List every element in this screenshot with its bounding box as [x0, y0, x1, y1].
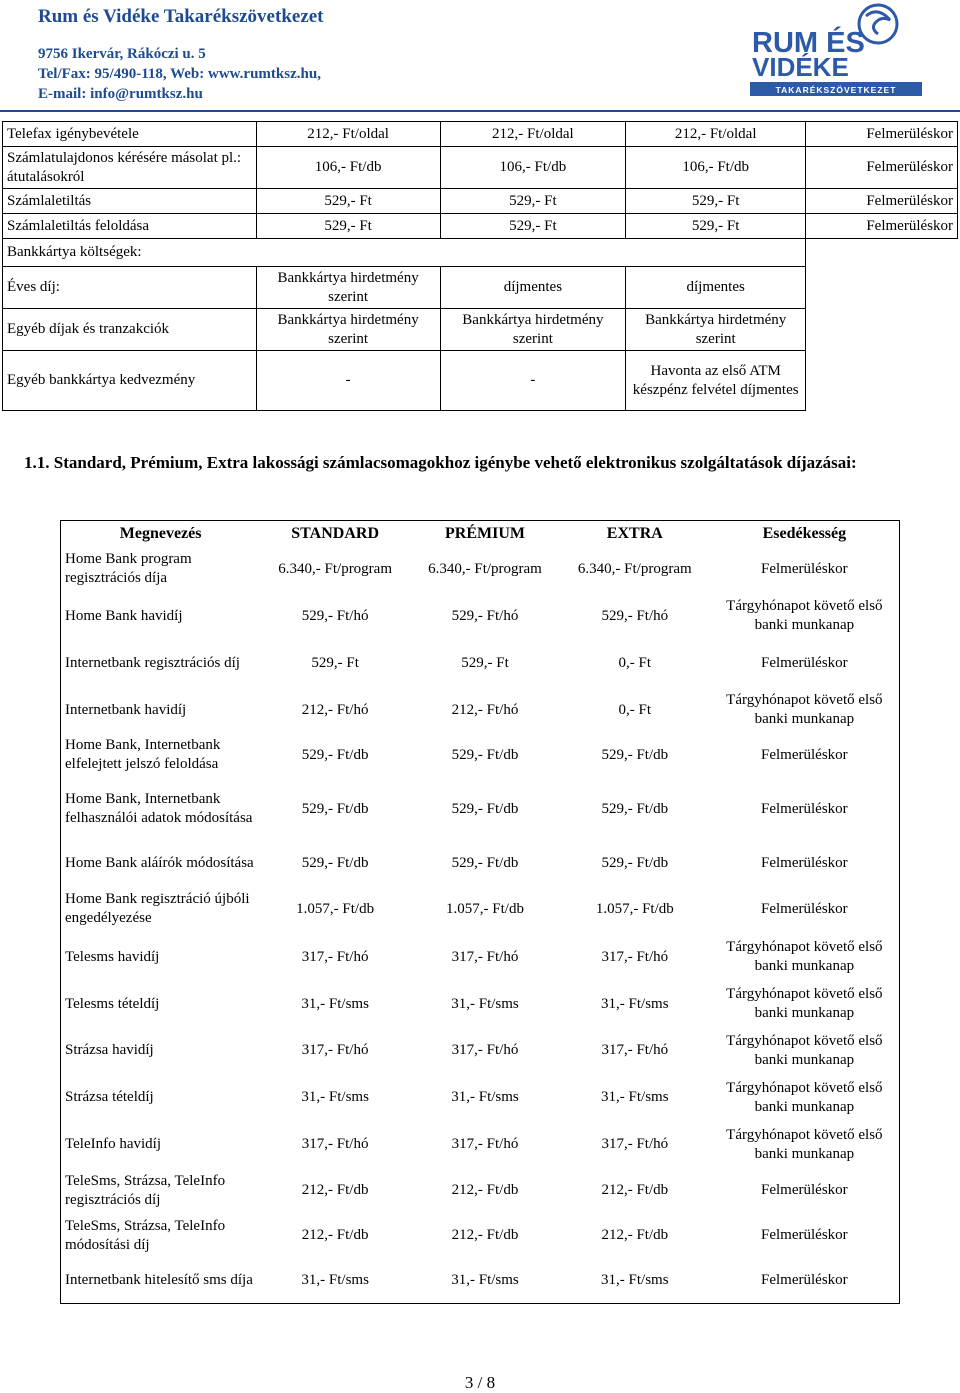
cell-due: Tárgyhónapot követő első banki munkanap: [726, 986, 883, 1021]
logo-line-2: VIDÉKE: [752, 52, 849, 82]
cell-due: Tárgyhónapot követő első banki munkanap: [726, 1126, 883, 1162]
cell-due: Felmerüléskor: [761, 854, 848, 871]
cell-due: Felmerüléskor: [761, 1271, 848, 1288]
cell-due: Tárgyhónapot követő első banki munkanap: [726, 692, 883, 727]
table-row: [61, 733, 900, 777]
table-row: [3, 239, 958, 267]
cell-standard: 1.057,- Ft/db: [296, 900, 375, 917]
cell-premium: 317,- Ft/hó: [451, 1042, 519, 1058]
cell-standard: 529,- Ft/db: [301, 854, 369, 871]
header-divider: [0, 110, 960, 112]
service-name: Internetbank havidíj: [65, 701, 187, 718]
cell-due: Felmerüléskor: [806, 214, 958, 239]
cell-value: 529,- Ft: [256, 189, 440, 214]
cell-premium: 529,- Ft: [461, 654, 509, 671]
bank-logo: [748, 2, 924, 102]
section-title: 1.1. Standard, Prémium, Extra lakossági számlacsomagokhoz igénybe vehető elektronikus szolgáltatások díjazásai:: [24, 453, 857, 472]
row-label: Számlaletiltás feloldása: [3, 214, 257, 239]
cell-value: 212,- Ft/oldal: [626, 122, 806, 147]
cell-value: 106,- Ft/db: [256, 147, 440, 189]
table-row: [61, 1168, 900, 1213]
phone-web: Tel/Fax: 95/490-118, Web: www.rumtksz.hu,: [38, 66, 321, 82]
fee-table: [2, 121, 958, 411]
cell-extra: 529,- Ft/hó: [601, 607, 669, 624]
cell-extra: 212,- Ft/db: [601, 1182, 669, 1198]
service-name: Strázsa tételdíj: [65, 1089, 154, 1105]
cell-extra: 31,- Ft/sms: [601, 1089, 669, 1105]
cell-extra: 31,- Ft/sms: [601, 1271, 669, 1288]
cell-value: Bankkártya hirdetmény szerint: [256, 267, 440, 309]
cell-value: Bankkártya hirdetmény szerint: [626, 309, 806, 351]
column-header: PRÉMIUM: [445, 524, 525, 542]
cell-due: Felmerüléskor: [761, 1227, 848, 1243]
table-row: [3, 147, 958, 189]
cell-value: Havonta az első ATM készpénz felvétel díjmentes: [626, 351, 806, 411]
cell-premium: 212,- Ft/db: [451, 1227, 519, 1243]
cell-value: -: [256, 351, 440, 411]
cell-premium: 6.340,- Ft/program: [428, 560, 542, 577]
cell-due: Tárgyhónapot követő első banki munkanap: [726, 1032, 883, 1068]
cell-value: -: [440, 351, 626, 411]
cell-value: 529,- Ft: [626, 189, 806, 214]
cell-standard: 31,- Ft/sms: [301, 995, 369, 1012]
table-row: [61, 687, 900, 733]
service-name: Home Bank, Internetbank felhasználói adatok módosítása: [65, 791, 253, 826]
table-row: [61, 1213, 900, 1258]
cell-value: 106,- Ft/db: [626, 147, 806, 189]
table-header-row: [61, 521, 900, 546]
service-name: Home Bank havidíj: [65, 607, 183, 624]
cell-value: 529,- Ft: [256, 214, 440, 239]
emblem-swirl: [866, 12, 890, 34]
table-row: [3, 214, 958, 239]
service-name: Internetbank regisztrációs díj: [65, 654, 240, 671]
cell-premium: 31,- Ft/sms: [451, 1089, 519, 1105]
row-label: Számlaletiltás: [3, 189, 257, 214]
column-header: Megnevezés: [119, 524, 202, 542]
service-name: Home Bank program regisztrációs díja: [65, 551, 192, 586]
row-label: Egyéb díjak és tranzakciók: [3, 309, 257, 351]
cell-premium: 31,- Ft/sms: [451, 995, 519, 1012]
cell-standard: 212,- Ft/hó: [301, 701, 369, 718]
address: 9756 Ikervár, Rákóczi u. 5: [38, 46, 206, 62]
cell-premium: 212,- Ft/hó: [451, 701, 519, 718]
contact-block: [38, 44, 321, 104]
cell-standard: 317,- Ft/hó: [301, 1136, 369, 1152]
row-label: Telefax igénybevétele: [3, 122, 257, 147]
table-row: [61, 885, 900, 933]
cell-premium: 529,- Ft/db: [451, 746, 519, 763]
cell-extra: 212,- Ft/db: [601, 1227, 669, 1243]
table-row: [61, 545, 900, 593]
page-number: 3 / 8: [464, 1373, 496, 1392]
row-label: Éves díj:: [3, 267, 257, 309]
cell-value: díjmentes: [626, 267, 806, 309]
cell-premium: 529,- Ft/hó: [451, 607, 519, 624]
column-header: STANDARD: [291, 524, 379, 542]
cell-standard: 212,- Ft/db: [301, 1227, 369, 1243]
cell-extra: 0,- Ft: [618, 654, 652, 671]
table-row: [61, 933, 900, 981]
cell-premium: 529,- Ft/db: [451, 800, 519, 817]
cell-value: 212,- Ft/oldal: [440, 122, 626, 147]
email: E-mail: info@rumtksz.hu: [38, 86, 203, 102]
row-label: Egyéb bankkártya kedvezmény: [3, 351, 257, 411]
cell-extra: 317,- Ft/hó: [601, 1136, 669, 1152]
cell-due: Felmerüléskor: [761, 654, 848, 671]
row-label: Számlatulajdonos kérésére másolat pl.: átutalásokról: [3, 147, 257, 189]
card-heading: Bankkártya költségek:: [3, 239, 806, 267]
cell-value: 529,- Ft: [440, 189, 626, 214]
column-header: Esedékesség: [762, 524, 847, 542]
column-header: EXTRA: [606, 524, 663, 542]
cell-standard: 31,- Ft/sms: [301, 1271, 369, 1288]
cell-standard: 31,- Ft/sms: [301, 1089, 369, 1105]
services-table: [60, 520, 900, 1304]
cell-extra: 1.057,- Ft/db: [595, 900, 674, 917]
logo-line-1: RUM ÉS: [752, 27, 865, 59]
service-name: Internetbank hitelesítő sms díja: [65, 1271, 253, 1288]
table-row: [3, 267, 958, 309]
cell-extra: 317,- Ft/hó: [601, 948, 669, 965]
cell-value: díjmentes: [440, 267, 626, 309]
cell-extra: 529,- Ft/db: [601, 746, 669, 763]
logo-line-3: TAKARÉKSZÖVETKEZET: [775, 85, 897, 95]
cell-standard: 529,- Ft/db: [301, 746, 369, 763]
cell-extra: 6.340,- Ft/program: [577, 560, 692, 577]
cell-extra: 31,- Ft/sms: [601, 995, 669, 1012]
table-row: [61, 1074, 900, 1121]
cell-due: Felmerüléskor: [761, 900, 848, 917]
cell-extra: 0,- Ft: [618, 701, 652, 718]
table-row: [3, 189, 958, 214]
cell-due: Tárgyhónapot követő első banki munkanap: [726, 598, 883, 633]
cell-standard: 529,- Ft/hó: [301, 607, 369, 624]
cell-extra: 317,- Ft/hó: [601, 1042, 669, 1058]
cell-standard: 529,- Ft/db: [301, 800, 369, 817]
cell-standard: 6.340,- Ft/program: [278, 560, 393, 577]
cell-premium: 1.057,- Ft/db: [446, 900, 524, 917]
cell-value: Bankkártya hirdetmény szerint: [256, 309, 440, 351]
cell-premium: 317,- Ft/hó: [451, 948, 519, 965]
cell-due: Tárgyhónapot követő első banki munkanap: [726, 939, 883, 974]
cell-value: 529,- Ft: [626, 214, 806, 239]
cell-value: 212,- Ft/oldal: [256, 122, 440, 147]
table-row: [61, 981, 900, 1027]
cell-standard: 317,- Ft/hó: [301, 1042, 369, 1058]
service-name: TeleInfo havidíj: [65, 1136, 161, 1152]
cell-standard: 212,- Ft/db: [301, 1182, 369, 1198]
table-row: [61, 1027, 900, 1074]
cell-extra: 529,- Ft/db: [601, 854, 669, 871]
table-row: [3, 309, 958, 351]
service-name: Telesms havidíj: [65, 948, 160, 965]
service-name: TeleSms, Strázsa, TeleInfo regisztrációs díj: [65, 1172, 226, 1208]
cell-due: Felmerüléskor: [761, 800, 848, 817]
cell-premium: 31,- Ft/sms: [451, 1271, 519, 1288]
bank-name: Rum és Vidéke Takarékszövetkezet: [38, 6, 324, 27]
cell-due: Felmerüléskor: [761, 746, 848, 763]
service-name: TeleSms, Strázsa, TeleInfo módosítási díj: [65, 1217, 226, 1253]
table-row: [61, 593, 900, 639]
cell-standard: 317,- Ft/hó: [301, 948, 369, 965]
table-row: [3, 122, 958, 147]
cell-due: Felmerüléskor: [806, 147, 958, 189]
cell-value: 529,- Ft: [440, 214, 626, 239]
service-name: Telesms tételdíj: [65, 995, 160, 1012]
table-row: [61, 1258, 900, 1303]
services-table-body: [61, 545, 900, 1303]
table-row: [61, 777, 900, 841]
table-row: [61, 841, 900, 885]
cell-value: 106,- Ft/db: [440, 147, 626, 189]
cell-standard: 529,- Ft: [311, 654, 359, 671]
cell-extra: 529,- Ft/db: [601, 800, 669, 817]
table-row: [61, 1121, 900, 1168]
cell-due: Felmerüléskor: [806, 122, 958, 147]
cell-due: Felmerüléskor: [761, 560, 848, 577]
cell-premium: 317,- Ft/hó: [451, 1136, 519, 1152]
cell-due: Tárgyhónapot követő első banki munkanap: [726, 1079, 883, 1115]
cell-premium: 212,- Ft/db: [451, 1182, 519, 1198]
cell-premium: 529,- Ft/db: [451, 854, 519, 871]
table-row: [3, 351, 958, 411]
cell-due: Felmerüléskor: [806, 189, 958, 214]
service-name: Home Bank aláírók módosítása: [65, 854, 254, 871]
service-name: Home Bank regisztráció újbóli engedélyezése: [65, 891, 250, 926]
cell-value: Bankkártya hirdetmény szerint: [440, 309, 626, 351]
cell-due: Felmerüléskor: [761, 1182, 848, 1198]
service-name: Strázsa havidíj: [65, 1042, 154, 1058]
table-row: [61, 639, 900, 687]
service-name: Home Bank, Internetbank elfelejtett jelszó feloldása: [65, 737, 221, 772]
